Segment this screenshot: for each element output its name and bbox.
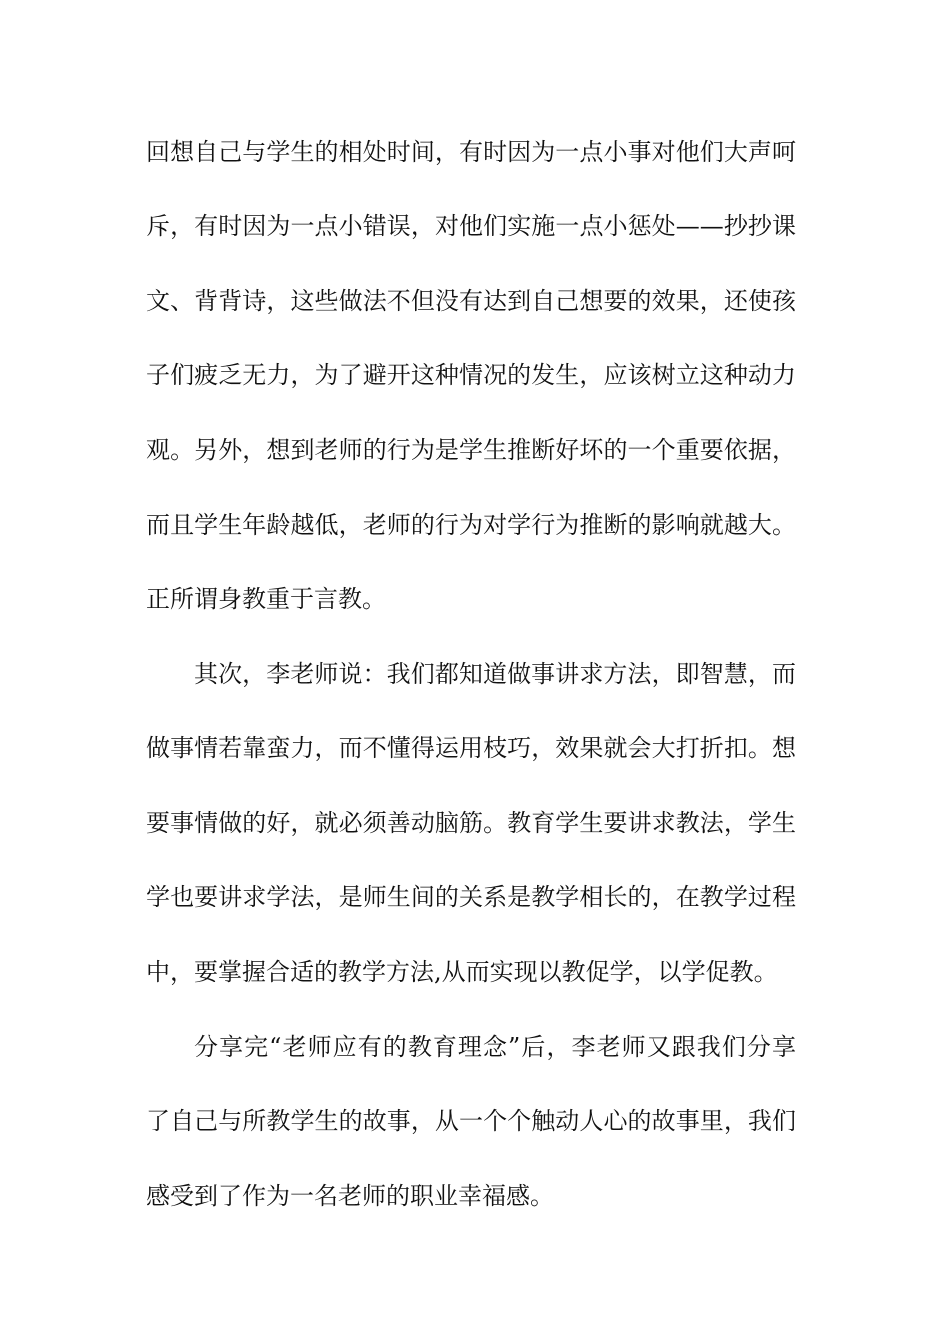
paragraph-line: 了自己与所教学生的故事，从一个个触动人心的故事里，我们 (146, 1107, 796, 1135)
paragraph-line: 做事情若靠蛮力，而不懂得运用枝巧，效果就会大打折扣。想 (146, 734, 796, 762)
paragraph-line: 其次，李老师说：我们都知道做事讲求方法，即智慧，而 (194, 660, 796, 688)
paragraph-line: 观。另外，想到老师的行为是学生推断好坏的一个重要依据， (146, 436, 796, 464)
paragraph-line: 斥，有时因为一点小错误，对他们实施一点小惩处——抄抄课 (146, 212, 796, 240)
paragraph-line: 中，要掌握合适的教学方法,从而实现以教促学，以学促教。 (146, 958, 778, 986)
paragraph-line: 要事情做的好，就必须善动脑筋。教育学生要讲求教法，学生 (146, 809, 796, 837)
paragraph-line: 正所谓身教重于言教。 (146, 585, 386, 613)
paragraph-line: 而且学生年龄越低，老师的行为对学行为推断的影响就越大。 (146, 511, 796, 539)
paragraph-line: 分享完“老师应有的教育理念”后，李老师又跟我们分享 (194, 1033, 796, 1061)
paragraph-line: 文、背背诗，这些做法不但没有达到自己想要的效果，还使孩 (146, 287, 796, 315)
paragraph-line: 回想自己与学生的相处时间，有时因为一点小事对他们大声呵 (146, 138, 796, 166)
paragraph-line: 感受到了作为一名老师的职业幸福感。 (146, 1182, 554, 1210)
paragraph-line: 学也要讲求学法，是师生间的关系是教学相长的，在教学过程 (146, 883, 796, 911)
paragraph-line: 子们疲乏无力，为了避开这种情况的发生，应该树立这种动力 (146, 361, 796, 389)
